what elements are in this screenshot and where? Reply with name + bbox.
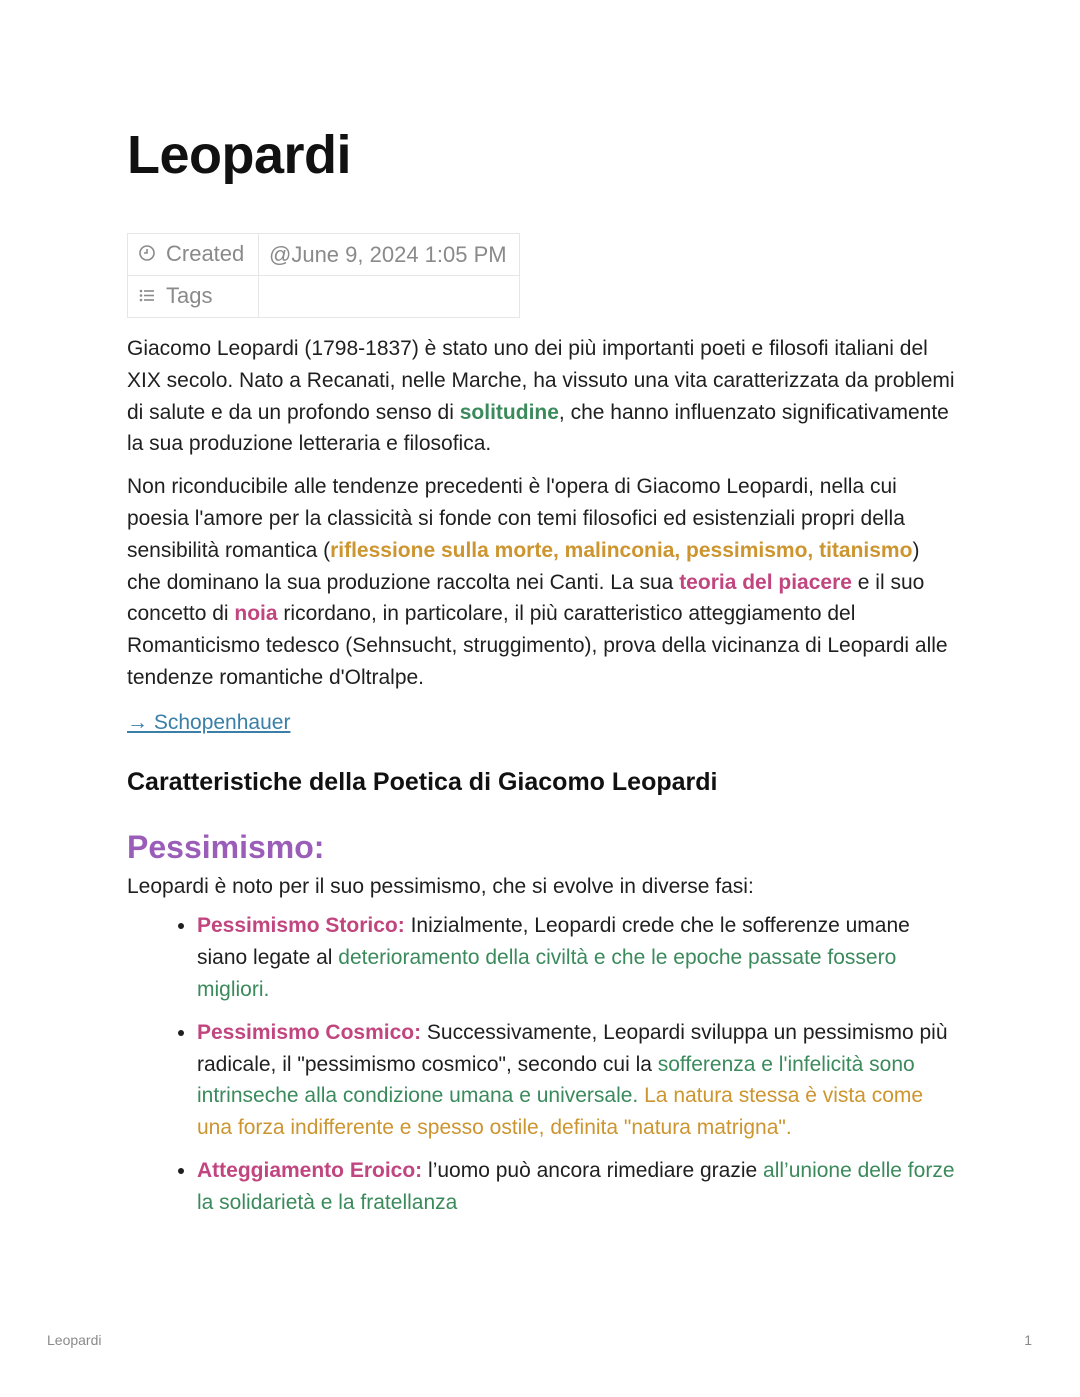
clock-icon (138, 242, 158, 268)
highlight-pink: teoria del piacere (679, 570, 852, 594)
page-number: 1 (1024, 1332, 1032, 1348)
property-key-tags (128, 276, 259, 318)
property-key-created (128, 234, 259, 276)
text-run: Successivamente, Leopardi sviluppa un pessimismo più radicale, il "pessimismo cosmico", secondo cui la (197, 1020, 948, 1076)
intro-paragraph (127, 333, 957, 460)
bullet-label: Pessimismo Cosmico (197, 1020, 415, 1044)
list-item (197, 910, 957, 1005)
section-heading: Caratteristiche della Poetica di Giacomo Leopardi (127, 767, 718, 796)
highlight-green: solitudine (459, 400, 559, 424)
highlight-pink: noia (234, 602, 278, 626)
pessimismo-heading: Pessimismo: (127, 828, 325, 865)
text-run: e il suo concetto di (127, 570, 925, 626)
bullet-colon: : (397, 914, 405, 938)
highlight-orange: La natura stessa è vista come una forza indifferente e spesso ostile, definita "natura matrigna". (197, 1084, 924, 1140)
romanticism-paragraph (127, 471, 957, 694)
property-key-label: Created (166, 240, 245, 266)
bullet-label: Atteggiamento Eroico: (197, 1158, 423, 1182)
properties-table (127, 233, 520, 318)
text-run: ricordano, in particolare, il più caratteristico atteggiamento del Romanticismo tedesco (Sehnsucht, struggimento), prova della vicinanza di Leopardi alle tendenze romantiche d'Oltralpe. (127, 602, 948, 689)
text-run: , che hanno influenzato significativamente la sua produzione letteraria e filosofica. (127, 400, 949, 456)
property-value-created[interactable]: @June 9, 2024 1:05 PM (259, 234, 520, 276)
phases-list (127, 910, 957, 1218)
footer-title: Leopardi (47, 1332, 102, 1348)
highlight-green: deterioramento della civiltà e che le epoche passate fossero migliori. (197, 946, 897, 1001)
text-run: Inizialmente, Leopardi crede che le sofferenze umane siano legate al (197, 914, 910, 970)
text-run: l’uomo può ancora rimediare grazie (422, 1158, 764, 1182)
list-item (197, 1017, 957, 1144)
highlight-green: all’unione delle forze la solidarietà e la fratellanza (197, 1158, 955, 1214)
lead-text: Leopardi è noto per il suo pessimismo, che si evolve in diverse fasi: (127, 874, 754, 898)
text-run: Non riconducibile alle tendenze precedenti è l'opera di Giacomo Leopardi, nella cui poesia l'amore per la classicità si fonde con temi filosofici ed esistenziali propri della sensibilità romantica ( (127, 475, 905, 562)
schopenhauer-link[interactable]: → Schopenhauer (127, 710, 291, 734)
property-key-label: Tags (166, 282, 213, 308)
page-body (127, 333, 957, 1230)
highlight-green: sofferenza e l'infelicità sono intrinseche alla condizione umana e universale. (197, 1052, 915, 1108)
bullet-label: Pessimismo Storico (197, 914, 398, 938)
property-row-created[interactable] (128, 234, 520, 276)
list-icon (138, 284, 158, 310)
highlight-orange: riflessione sulla morte, malinconia, pessimismo, titanismo (330, 538, 913, 562)
bullet-colon: : (414, 1020, 422, 1044)
property-row-tags[interactable] (128, 276, 520, 318)
property-value-tags[interactable] (259, 276, 520, 318)
list-item (197, 1155, 957, 1219)
text-run: ) che dominano la sua produzione raccolta nei Canti. La sua (127, 538, 920, 594)
text-run: Giacomo Leopardi (1798-1837) è stato uno dei più importanti poeti e filosofi italiani del XIX secolo. Nato a Recanati, nelle Marche, ha vissuto una vita caratterizzata da problemi di salute e da un profondo senso di (127, 337, 955, 424)
page-title: Leopardi (127, 125, 352, 185)
